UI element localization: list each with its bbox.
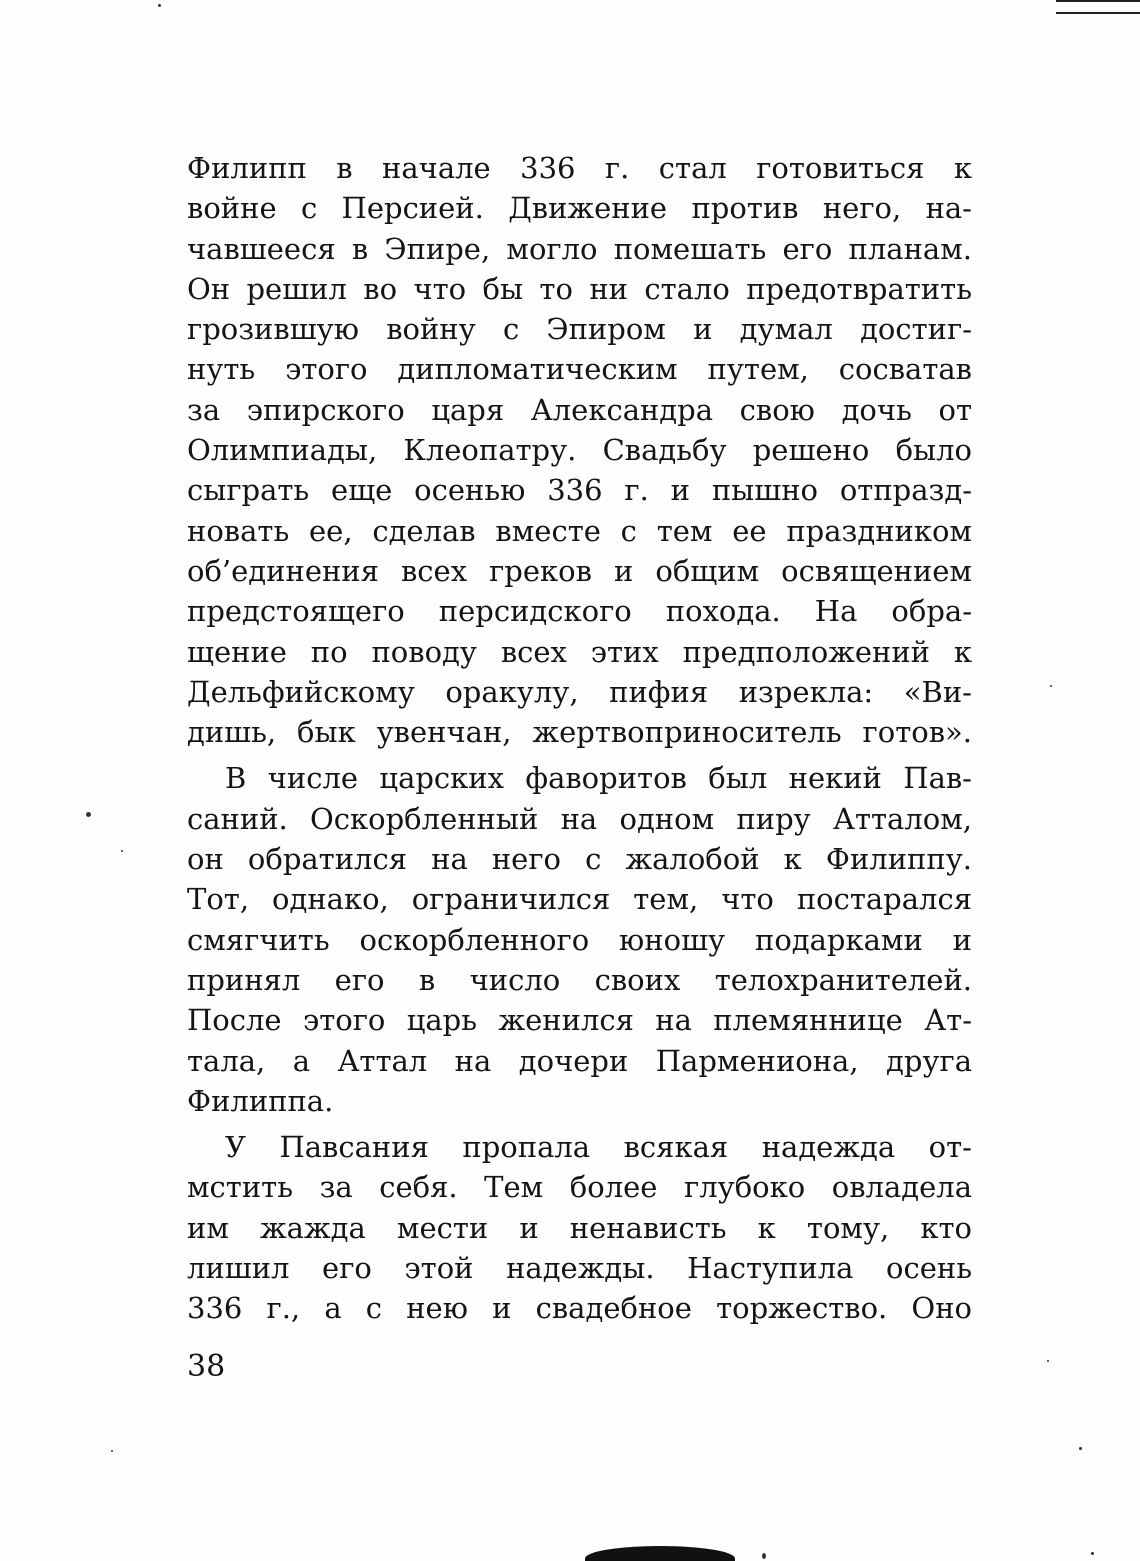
text-line: грозившую войну с Эпиром и думал достиг- [187,312,972,347]
text-line: новать ее, сделав вместе с тем ее праздником [187,513,972,548]
text-line: лишил его этой надежды. Наступила осень [187,1251,972,1286]
text-line: мстить за себя. Тем более глубоко овладела [187,1170,972,1205]
scan-speck [111,1450,113,1452]
scan-speck [1047,1360,1049,1362]
text-line: за эпирского царя Александра свою дочь от [187,392,972,427]
text-line: тала, а Аттал на дочери Пармениона, друга [187,1043,972,1078]
text-line: смягчить оскорбленного юношу подарками и [187,922,972,957]
text-line: 336 г., а с нею и свадебное торжество. Оно [187,1291,972,1326]
text-line: дишь, бык увенчан, жертвоприноситель готов». [187,715,972,750]
text-line: принял его в число своих телохранителей. [187,962,972,997]
text-line: им жажда мести и ненависть к тому, кто [187,1210,972,1245]
text-line: Тот, однако, ограничился тем, что постарался [187,882,972,917]
page-number: 38 [187,1349,226,1384]
text-line: щение по поводу всех этих предположений к [187,634,972,669]
ink-blot [585,1546,735,1561]
page-edge-rule [1056,0,1140,14]
scan-speck [1079,1447,1082,1450]
text-line: Олимпиады, Клеопатру. Свадьбу решено было [187,433,972,468]
text-line: В числе царских фаворитов был некий Пав- [225,761,972,796]
text-line: войне с Персией. Движение против него, на- [187,191,972,226]
paragraph-1 [187,148,972,752]
text-line: Филипп в начале 336 г. стал готовиться к [187,151,972,185]
text-line: Дельфийскому оракулу, пифия изрекла: «Ви- [187,674,972,709]
text-line: он обратился на него с жалобой к Филиппу. [187,842,972,877]
scan-speck [1091,1552,1094,1555]
scan-speck [86,812,91,817]
scan-speck [158,4,161,7]
text-line: об’единения всех греков и общим освящением [187,553,972,588]
text-line: сыграть еще осенью 336 г. и пышно отпразд- [187,473,972,508]
text-line: саний. Оскорбленный на одном пиру Атталом, [187,801,972,836]
paragraph-3 [187,1127,972,1328]
text-line: нуть этого дипломатическим путем, сосватав [187,352,972,387]
text-line: чавшееся в Эпире, могло помешать его планам. [187,231,972,266]
body-text [187,148,972,1329]
scan-speck [121,850,123,852]
scan-speck [762,1553,766,1559]
text-line: Филиппа. [187,1083,334,1118]
paragraph-2 [187,758,972,1121]
text-line: После этого царь женился на племяннице Ат- [187,1003,972,1038]
scan-speck [1050,685,1052,687]
text-line: Он решил во что бы то ни стало предотвратить [187,271,972,306]
text-line: предстоящего персидского похода. На обра- [187,594,972,629]
text-line: У Павсания пропала всякая надежда от- [225,1130,972,1165]
